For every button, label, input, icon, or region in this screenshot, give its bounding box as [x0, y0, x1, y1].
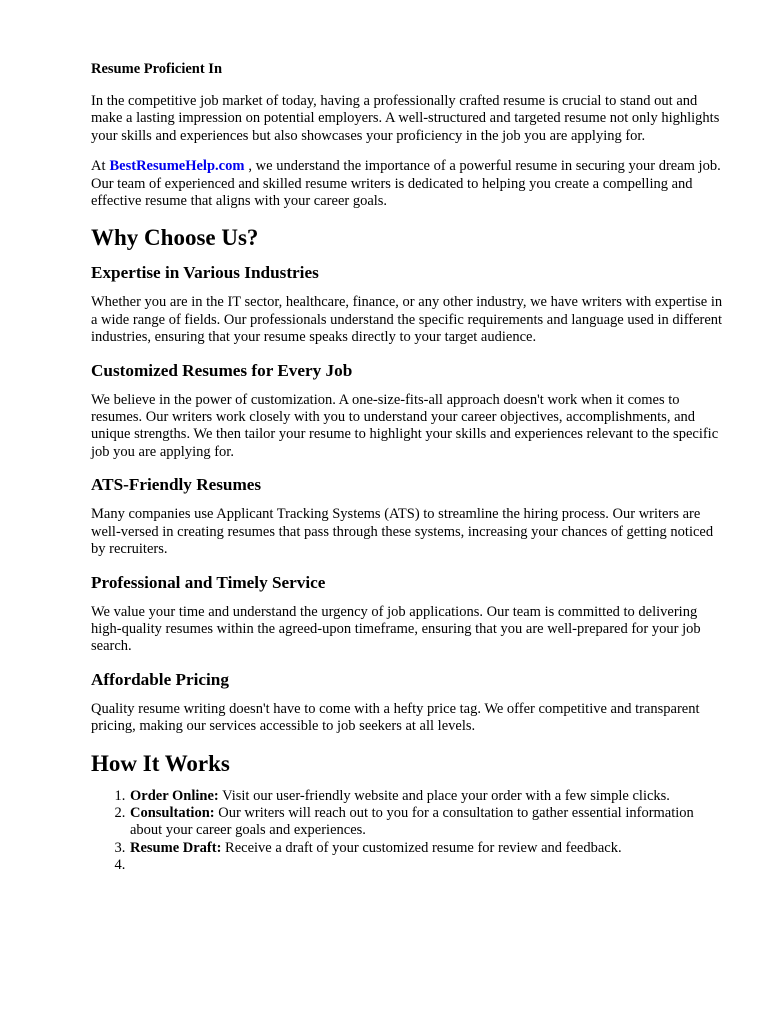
company-paragraph: [91, 158, 728, 210]
section-title-expertise: Expertise in Various Industries: [91, 263, 319, 283]
section-body-service: We value your time and understand the urgency of job applications. Our team is committed to delivering high-quality resumes within the agreed-upon timeframe, ensuring that you are well-prepared for your job search.: [91, 603, 701, 655]
section-title-customized: Customized Resumes for Every Job: [91, 360, 353, 380]
step-text: Our writers will reach out to you for a consultation to gather essential information about your career goals and experiences.: [130, 804, 694, 839]
section-body-ats: Many companies use Applicant Tracking Systems (ATS) to streamline the hiring process. Our writers are well-versed in creating resumes that pass through these systems, increasing your chances of getting noticed by recruiters.: [91, 506, 714, 558]
step-title: Consultation:: [130, 804, 215, 821]
section-body-pricing: Quality resume writing doesn't have to come with a hefty price tag. We offer competitive and transparent pricing, making our services accessible to job seekers at all levels.: [91, 700, 700, 735]
why-choose-us-heading: Why Choose Us?: [91, 225, 259, 251]
document-label: Resume Proficient In: [91, 61, 223, 77]
company-paragraph-prefix: At: [91, 158, 106, 175]
section-body-expertise: Whether you are in the IT sector, healthcare, finance, or any other industry, we have writers with expertise in a wide range of fields. Our professionals understand the specific requirements and language used in different industries, ensuring that your resume speaks directly to your target audience.: [91, 294, 723, 346]
step-item: [129, 857, 728, 874]
steps-list: [91, 788, 728, 875]
company-paragraph-suffix: , we understand the importance of a powerful resume in securing your dream job. Our team of experienced and skilled resume writers is dedicated to helping you create a compelling and effective resume that aligns with your career goals.: [91, 158, 721, 210]
company-link[interactable]: BestResumeHelp.com: [109, 158, 245, 175]
step-item: [129, 788, 728, 805]
step-title: Order Online:: [130, 787, 219, 804]
step-text: Visit our user-friendly website and place your order with a few simple clicks.: [222, 787, 670, 804]
section-title-ats: ATS-Friendly Resumes: [91, 475, 262, 495]
step-item: [129, 805, 728, 840]
section-body-customized: We believe in the power of customization. A one-size-fits-all approach doesn't work when it comes to resumes. Our writers work closely with you to understand your career objectives, accomplishments, and unique strengths. We then tailor your resume to highlight your skills and experiences relevant to the specific job you are applying for.: [91, 391, 719, 460]
step-item: [129, 840, 728, 857]
step-text: Receive a draft of your customized resume for review and feedback.: [225, 839, 622, 856]
step-title: Resume Draft:: [130, 839, 222, 856]
section-title-pricing: Affordable Pricing: [91, 669, 229, 689]
intro-paragraph: In the competitive job market of today, having a professionally crafted resume is crucial to stand out and make a lasting impression on potential employers. A well-structured and targeted resume not only highlights your skills and experiences but also showcases your proficiency in the job you are applying for.: [91, 93, 720, 144]
section-title-service: Professional and Timely Service: [91, 572, 326, 592]
how-it-works-heading: How It Works: [91, 750, 230, 776]
